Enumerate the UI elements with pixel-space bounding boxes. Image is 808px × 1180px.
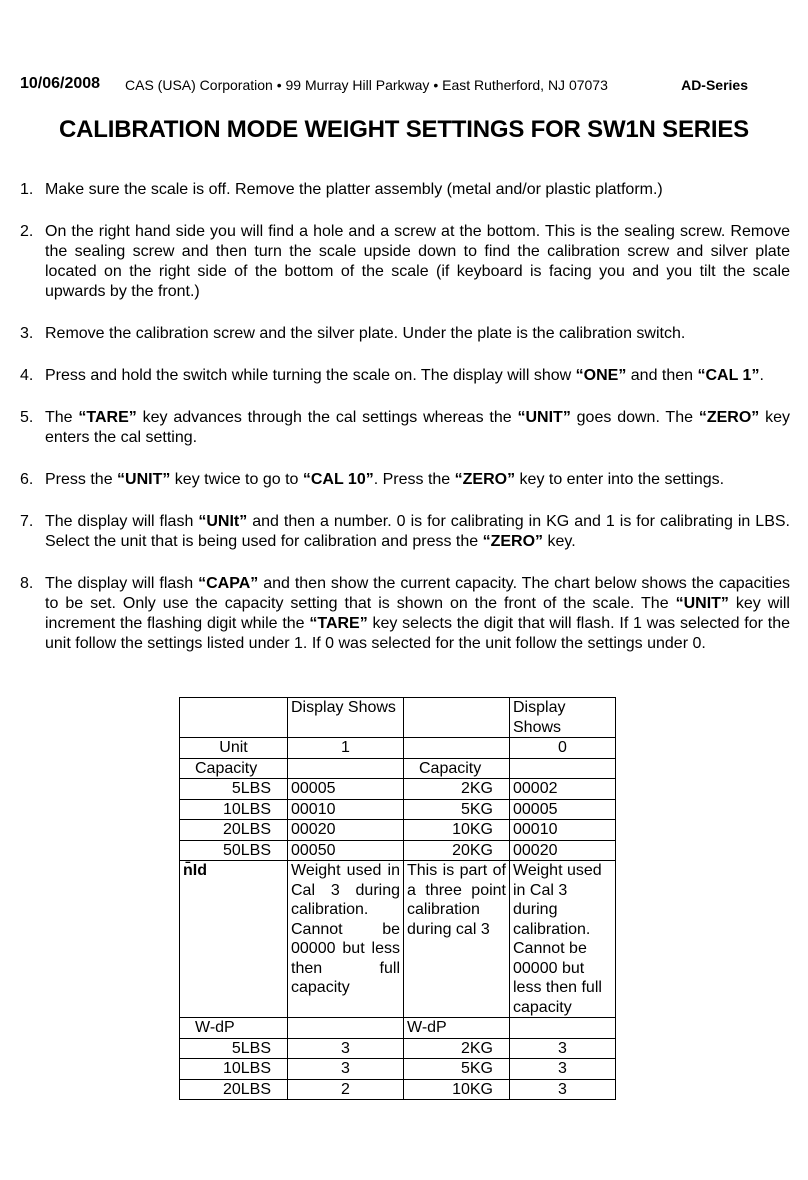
- mid-label: n̄Id: [180, 861, 288, 1018]
- instruction-text: On the right hand side you will find a hole and a screw at the bottom. This is the sealing screw. Remove the sealing screw and then turn the scale upside down to find the calibration screw and silver plate located on the right side of the bottom of the scale (if keyboard is facing you and you tilt the scale upwards by the front.): [45, 223, 790, 300]
- instruction-item: [20, 324, 790, 344]
- lbs-value: 00010: [288, 799, 404, 820]
- table-row: [180, 779, 616, 800]
- instruction-number: 4.: [20, 367, 34, 384]
- table-cell: [288, 1018, 404, 1039]
- mid-part-note: This is part of a three point calibration during cal 3: [404, 861, 510, 1018]
- unit-value-kg: 0: [510, 738, 616, 759]
- kg-value: 3: [510, 1079, 616, 1100]
- lbs-label: 20LBS: [180, 1079, 288, 1100]
- lbs-value: 00005: [288, 779, 404, 800]
- keyword-text: “UNIt”: [198, 513, 248, 530]
- instruction-number: 1.: [20, 181, 34, 198]
- table-cell: [404, 698, 510, 738]
- kg-value: 00020: [510, 840, 616, 861]
- lbs-value: 00020: [288, 820, 404, 841]
- unit-label: Unit: [180, 738, 288, 759]
- table-row: [180, 738, 616, 759]
- kg-label: 2KG: [404, 779, 510, 800]
- header-date: 10/06/2008: [20, 75, 101, 92]
- lbs-label: 5LBS: [180, 1038, 288, 1059]
- instruction-text: key enters the cal setting.: [45, 409, 791, 446]
- table-row: [180, 758, 616, 779]
- keyword-text: “CAL 1”: [697, 367, 760, 384]
- lbs-label: 10LBS: [180, 1059, 288, 1080]
- capacity-label: Capacity: [404, 758, 510, 779]
- table-row: [180, 698, 616, 738]
- kg-label: 2KG: [404, 1038, 510, 1059]
- mid-lbs-note: Weight used in Cal 3 during calibration. Cannot be 00000 but less then full capacity: [288, 861, 404, 1018]
- instruction-text: and then: [626, 367, 698, 384]
- table-row: [180, 861, 616, 1018]
- lbs-value: 2: [288, 1079, 404, 1100]
- instruction-text: Remove the calibration screw and the silver plate. Under the plate is the calibration switch.: [45, 325, 686, 342]
- keyword-text: “UNIT”: [517, 409, 571, 426]
- instruction-list: [20, 180, 790, 654]
- instruction-text: and then a number. 0 is for calibrating in KG and 1 is for calibrating in LBS. Select the unit that is being used for calibration and press the: [45, 513, 790, 550]
- instruction-text: The display will flash: [45, 513, 199, 530]
- lbs-value: 00050: [288, 840, 404, 861]
- capacity-label: Capacity: [180, 758, 288, 779]
- unit-value-lbs: 1: [288, 738, 404, 759]
- table-row: [180, 820, 616, 841]
- table-row: [180, 1059, 616, 1080]
- keyword-text: “TARE”: [78, 409, 137, 426]
- kg-label: 5KG: [404, 1059, 510, 1080]
- instruction-text: goes down. The: [570, 409, 699, 426]
- kg-value: 3: [510, 1059, 616, 1080]
- header-series: AD-Series: [681, 77, 748, 93]
- instruction-text: .: [759, 367, 764, 384]
- table-row: [180, 1079, 616, 1100]
- table-cell: [510, 758, 616, 779]
- keyword-text: “UNIT”: [117, 471, 171, 488]
- page-header: [20, 75, 790, 97]
- lbs-value: 3: [288, 1038, 404, 1059]
- kg-value: 00002: [510, 779, 616, 800]
- kg-label: 10KG: [404, 1079, 510, 1100]
- table-row: [180, 799, 616, 820]
- keyword-text: “ONE”: [575, 367, 627, 384]
- kg-label: 5KG: [404, 799, 510, 820]
- keyword-text: “ZERO”: [482, 533, 544, 550]
- lbs-label: 5LBS: [180, 779, 288, 800]
- instruction-item: [20, 366, 790, 386]
- instruction-text: key twice to go to: [170, 471, 303, 488]
- page-title: CALIBRATION MODE WEIGHT SETTINGS FOR SW1N SERIES: [59, 116, 749, 143]
- instruction-item: [20, 470, 790, 490]
- keyword-text: “TARE”: [309, 615, 368, 632]
- table-row: [180, 840, 616, 861]
- display-shows-header: Display Shows: [510, 698, 616, 738]
- kg-label: 20KG: [404, 840, 510, 861]
- table-cell: [288, 758, 404, 779]
- instruction-text: The display will flash: [45, 575, 199, 592]
- wdp-label: W-dP: [404, 1018, 510, 1039]
- keyword-text: “ZERO”: [698, 409, 760, 426]
- instruction-text: The: [45, 409, 79, 426]
- instruction-item: [20, 408, 790, 448]
- mid-kg-note: Weight used in Cal 3 during calibration. Cannot be 00000 but less then full capacity: [510, 861, 616, 1018]
- display-shows-header: Display Shows: [288, 698, 404, 738]
- instruction-text: and then show the current capacity. The chart below shows the capacities to be set. Only use the capacity setting that is shown on the front of the scale. The: [45, 575, 790, 612]
- instruction-number: 5.: [20, 409, 34, 426]
- table-row: [180, 1038, 616, 1059]
- instruction-text: key to enter into the settings.: [515, 471, 725, 488]
- wdp-label: W-dP: [180, 1018, 288, 1039]
- lbs-label: 10LBS: [180, 799, 288, 820]
- instruction-number: 3.: [20, 325, 34, 342]
- lbs-label: 20LBS: [180, 820, 288, 841]
- instruction-item: [20, 180, 790, 200]
- header-address: CAS (USA) Corporation • 99 Murray Hill Parkway • East Rutherford, NJ 07073: [125, 77, 608, 93]
- instruction-text: Press the: [45, 471, 118, 488]
- instruction-item: [20, 222, 790, 302]
- kg-label: 10KG: [404, 820, 510, 841]
- instruction-text: key advances through the cal settings whereas the: [136, 409, 518, 426]
- instruction-text: key selects the digit that will flash. If 1 was selected for the unit follow the settings listed under 1. If 0 was selected for the unit follow the settings under 0.: [45, 615, 790, 652]
- kg-value: 00010: [510, 820, 616, 841]
- instruction-text: key will increment the flashing digit while the: [45, 595, 790, 632]
- capacity-table: [179, 697, 616, 1100]
- instruction-text: Make sure the scale is off. Remove the platter assembly (metal and/or plastic platform.): [45, 181, 663, 198]
- keyword-text: “ZERO”: [454, 471, 516, 488]
- instruction-number: 2.: [20, 223, 34, 240]
- table-cell: [180, 698, 288, 738]
- kg-value: 00005: [510, 799, 616, 820]
- table-row: [180, 1018, 616, 1039]
- instruction-number: 6.: [20, 471, 34, 488]
- instruction-text: Press and hold the switch while turning the scale on. The display will show: [45, 367, 576, 384]
- instruction-number: 8.: [20, 575, 34, 592]
- instruction-number: 7.: [20, 513, 34, 530]
- keyword-text: “UNIT”: [675, 595, 729, 612]
- lbs-value: 3: [288, 1059, 404, 1080]
- instruction-item: [20, 512, 790, 552]
- instruction-text: key.: [543, 533, 576, 550]
- table-cell: [510, 1018, 616, 1039]
- instruction-item: [20, 574, 790, 654]
- instruction-text: . Press the: [373, 471, 455, 488]
- kg-value: 3: [510, 1038, 616, 1059]
- lbs-label: 50LBS: [180, 840, 288, 861]
- table-cell: [404, 738, 510, 759]
- keyword-text: “CAPA”: [198, 575, 259, 592]
- keyword-text: “CAL 10”: [302, 471, 374, 488]
